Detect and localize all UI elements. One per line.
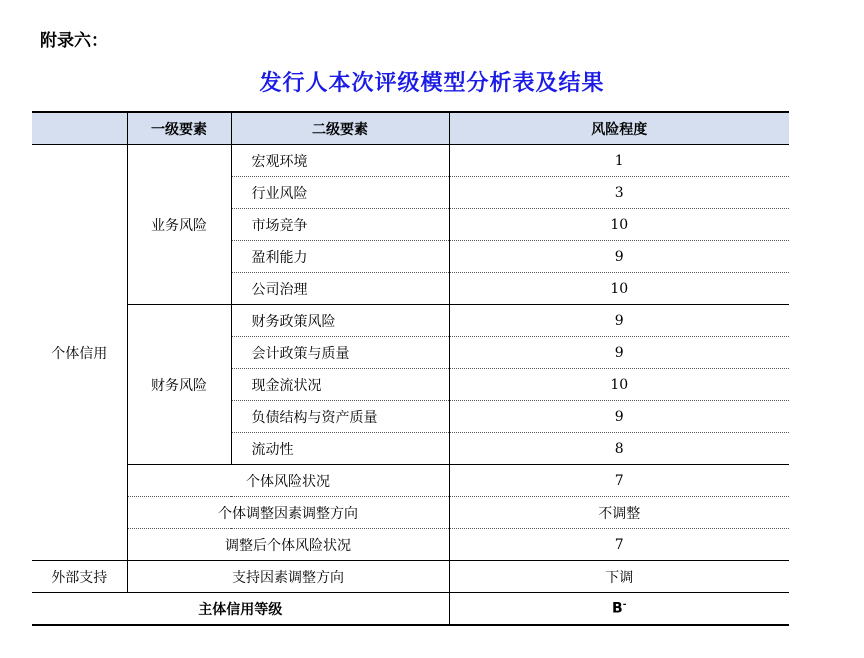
header-level1: 一级要素 <box>127 112 231 145</box>
factor-score: 10 <box>449 273 789 305</box>
factor-name: 盈利能力 <box>231 241 449 273</box>
factor-name: 财务政策风险 <box>231 305 449 337</box>
factor-name: 公司治理 <box>231 273 449 305</box>
factor-score: 9 <box>449 401 789 433</box>
summary-value: 不调整 <box>449 497 789 529</box>
category-financial-risk: 财务风险 <box>127 305 231 465</box>
final-rating-row <box>32 593 789 626</box>
table-row <box>32 305 789 337</box>
table-row <box>32 465 789 497</box>
table-row <box>32 145 789 177</box>
group-individual-credit: 个体信用 <box>32 145 127 561</box>
summary-name: 个体风险状况 <box>127 465 449 497</box>
rating-model-table <box>32 111 789 626</box>
summary-name: 调整后个体风险状况 <box>127 529 449 561</box>
header-level2: 二级要素 <box>231 112 449 145</box>
factor-name: 市场竞争 <box>231 209 449 241</box>
factor-name: 负债结构与资产质量 <box>231 401 449 433</box>
factor-score: 10 <box>449 369 789 401</box>
factor-name: 流动性 <box>231 433 449 465</box>
factor-score: 3 <box>449 177 789 209</box>
external-support-label: 外部支持 <box>32 561 127 593</box>
factor-score: 9 <box>449 305 789 337</box>
factor-name: 现金流状况 <box>231 369 449 401</box>
final-grade-modifier: - <box>622 600 627 611</box>
summary-name: 个体调整因素调整方向 <box>127 497 449 529</box>
category-business-risk: 业务风险 <box>127 145 231 305</box>
factor-score: 10 <box>449 209 789 241</box>
final-rating-value <box>449 593 789 626</box>
page-title: 发行人本次评级模型分析表及结果 <box>259 71 605 96</box>
header-empty <box>32 112 127 145</box>
factor-score: 9 <box>449 337 789 369</box>
header-risk: 风险程度 <box>449 112 789 145</box>
table-header-row <box>32 112 789 145</box>
table-row <box>32 497 789 529</box>
appendix-label: 附录六： <box>40 31 108 51</box>
table-row <box>32 561 789 593</box>
factor-name: 会计政策与质量 <box>231 337 449 369</box>
summary-value: 7 <box>449 465 789 497</box>
factor-score: 1 <box>449 145 789 177</box>
factor-score: 9 <box>449 241 789 273</box>
factor-name: 宏观环境 <box>231 145 449 177</box>
external-support-name: 支持因素调整方向 <box>127 561 449 593</box>
factor-name: 行业风险 <box>231 177 449 209</box>
final-grade: B <box>612 600 623 617</box>
final-rating-label: 主体信用等级 <box>32 593 449 626</box>
factor-score: 8 <box>449 433 789 465</box>
external-support-value: 下调 <box>449 561 789 593</box>
summary-value: 7 <box>449 529 789 561</box>
table-row <box>32 529 789 561</box>
